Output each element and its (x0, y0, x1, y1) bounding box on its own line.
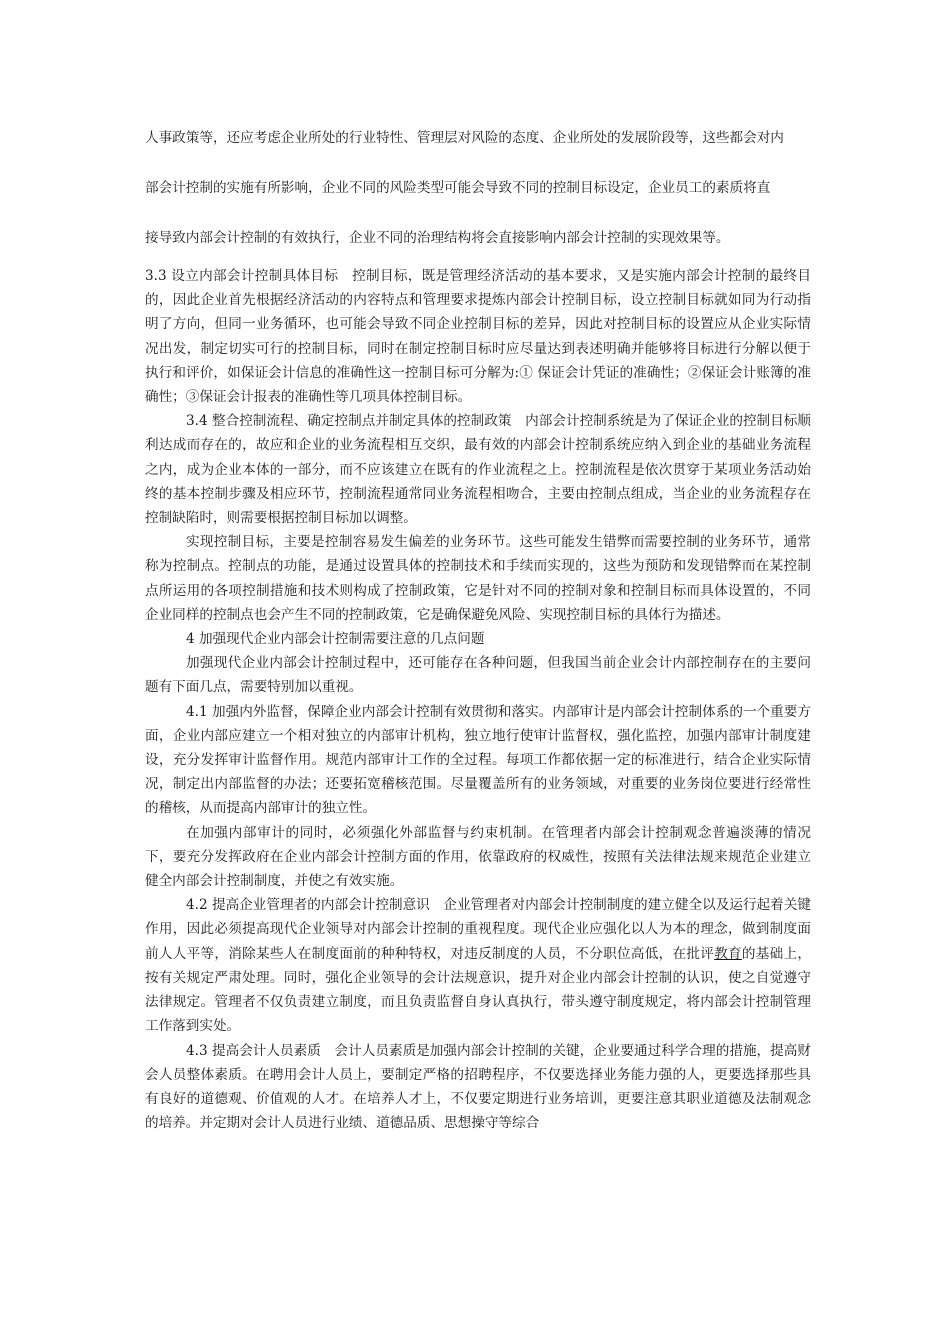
paragraph-section-4-intro: 加强现代企业内部会计控制过程中，还可能存在各种问题，但我国当前企业会计内部控制存在的主要问题有下面几点，需要特别加以重视。 (145, 655, 811, 696)
paragraph-3-4: 3.4 整合控制流程、确定控制点并制定具体的控制政策 内部会计控制系统是为了保证企业的控制目标顺利达成而存在的，故应和企业的业务流程相互交织，最有效的内部会计控制系统应纳入到企业的基础业务流程之内，成为企业本体的一部分，而不应该建立在既有的作业流程之上。控制流程是依次贯穿于某项业务活动始终的基本控制步骤及相应环节，控制流程通常同业务流程相吻合，主要由控制点组成，当企业的业务流程存在控制缺陷时，则需要根据控制目标加以调整。 (145, 413, 811, 527)
paragraph-4-2-text-a: 4.2 提高企业管理者的内部会计控制意识 企业管理者对内部会计控制制度的建立健全以及运行起着关键作用，因此必须提高现代企业领导对内部会计控制的重视程度。现代企业应强化以人为本的理念，做到制度面前人人平等，消除某些人在制度面前的种种特权，对违反制度的人员，不分职位高低，在批评 (145, 897, 811, 962)
paragraph-3-3: 3.3 设立内部会计控制具体目标 控制目标，既是管理经济活动的基本要求，又是实施内部会计控制的最终目的，因此企业首先根据经济活动的内容特点和管理要求提炼内部会计控制目标，设立控制目标就如同为行动指明了方向，但同一业务循环，也可能会导致不同企业控制目标的差异，因此对控制目标的设置应从企业实际情况出发，制定切实可行的控制目标，同时在制定控制目标时应尽量达到表述明确并能够将目标进行分解以便于执行和评价，如保证会计信息的准确性这一控制目标可分解为:① 保证会计凭证的准确性；②保证会计账簿的准确性；③保证会计报表的准确性等几项具体控制目标。 (145, 268, 811, 406)
text-line: 接导致内部会计控制的有效执行，企业不同的治理结构将会直接影响内部会计控制的实现效果等。 (145, 230, 730, 246)
text-line: 人事政策等，还应考虑企业所处的行业特性、管理层对风险的态度、企业所处的发展阶段等，这些都会对内 (145, 130, 784, 146)
paragraph-control-points: 实现控制目标，主要是控制容易发生偏差的业务环节。这些可能发生错弊而需要控制的业务环节，通常称为控制点。控制点的功能，是通过设置具体的控制技术和手续而实现的，这些为预防和发现错弊而在某控制点所运用的各项控制措施和技术则构成了控制政策，它是针对不同的控制对象和控制目标而具体设置的，不同企业同样的控制点也会产生不同的控制政策，它是确保避免风险、实现控制目标的具体行为描述。 (145, 534, 811, 623)
paragraph-4-2 (145, 893, 811, 1038)
paragraph-4-2-text-b: 的基础上，按有关规定严肃处理。同时，强化企业领导的会计法规意识，提升对企业内部会计控制的认识，使之自觉遵守法律规定。管理者不仅负责建立制度，而且负责监督自身认真执行，带头遵守制度规定，将内部会计控制管理工作落到实处。 (145, 945, 812, 1035)
body-text (145, 264, 811, 1135)
paragraph-4-3: 4.3 提高会计人员素质 会计人员素质是加强内部会计控制的关键，企业要通过科学合理的措施，提高财会人员整体素质。在聘用会计人员上，要制定严格的招聘程序，不仅要选择业务能力强的人，更要选择那些具有良好的道德观、价值观的人才。在培养人才上，不仅要定期进行业务培训，更要注意其职业道德及法制观念的培养。并定期对会计人员进行业绩、道德品质、思想操守等综合 (145, 1042, 811, 1132)
text-line: 部会计控制的实施有所影响，企业不同的风险类型可能会导致不同的控制目标设定，企业员工的素质将直 (145, 180, 771, 196)
paragraph-external-supervision: 在加强内部审计的同时，必须强化外部监督与约束机制。在管理者内部会计控制观念普遍淡薄的情况下，要充分发挥政府在企业内部会计控制方面的作用，依靠政府的权威性，按照有关法律法规来规范企业建立健全内部会计控制制度，并使之有效实施。 (145, 824, 811, 890)
education-link[interactable]: 教育 (714, 945, 742, 962)
section-heading-4: 4 加强现代企业内部会计控制需要注意的几点问题 (186, 631, 485, 648)
paragraph-4-1: 4.1 加强内外监督，保障企业内部会计控制有效贯彻和落实。内部审计是内部会计控制体系的一个重要方面，企业内部应建立一个相对独立的内部审计机构，独立地行使审计监督权，强化监控，加强内部审计制度建设，充分发挥审计监督作用。规范内部审计工作的全过程。每项工作都依据一定的标准进行，结合企业实际情况，制定出内部监督的办法；还要拓宽稽核范围。尽量覆盖所有的业务领域，对重要的业务岗位要进行经常性的稽核，从而提高内部审计的独立性。 (145, 703, 811, 817)
